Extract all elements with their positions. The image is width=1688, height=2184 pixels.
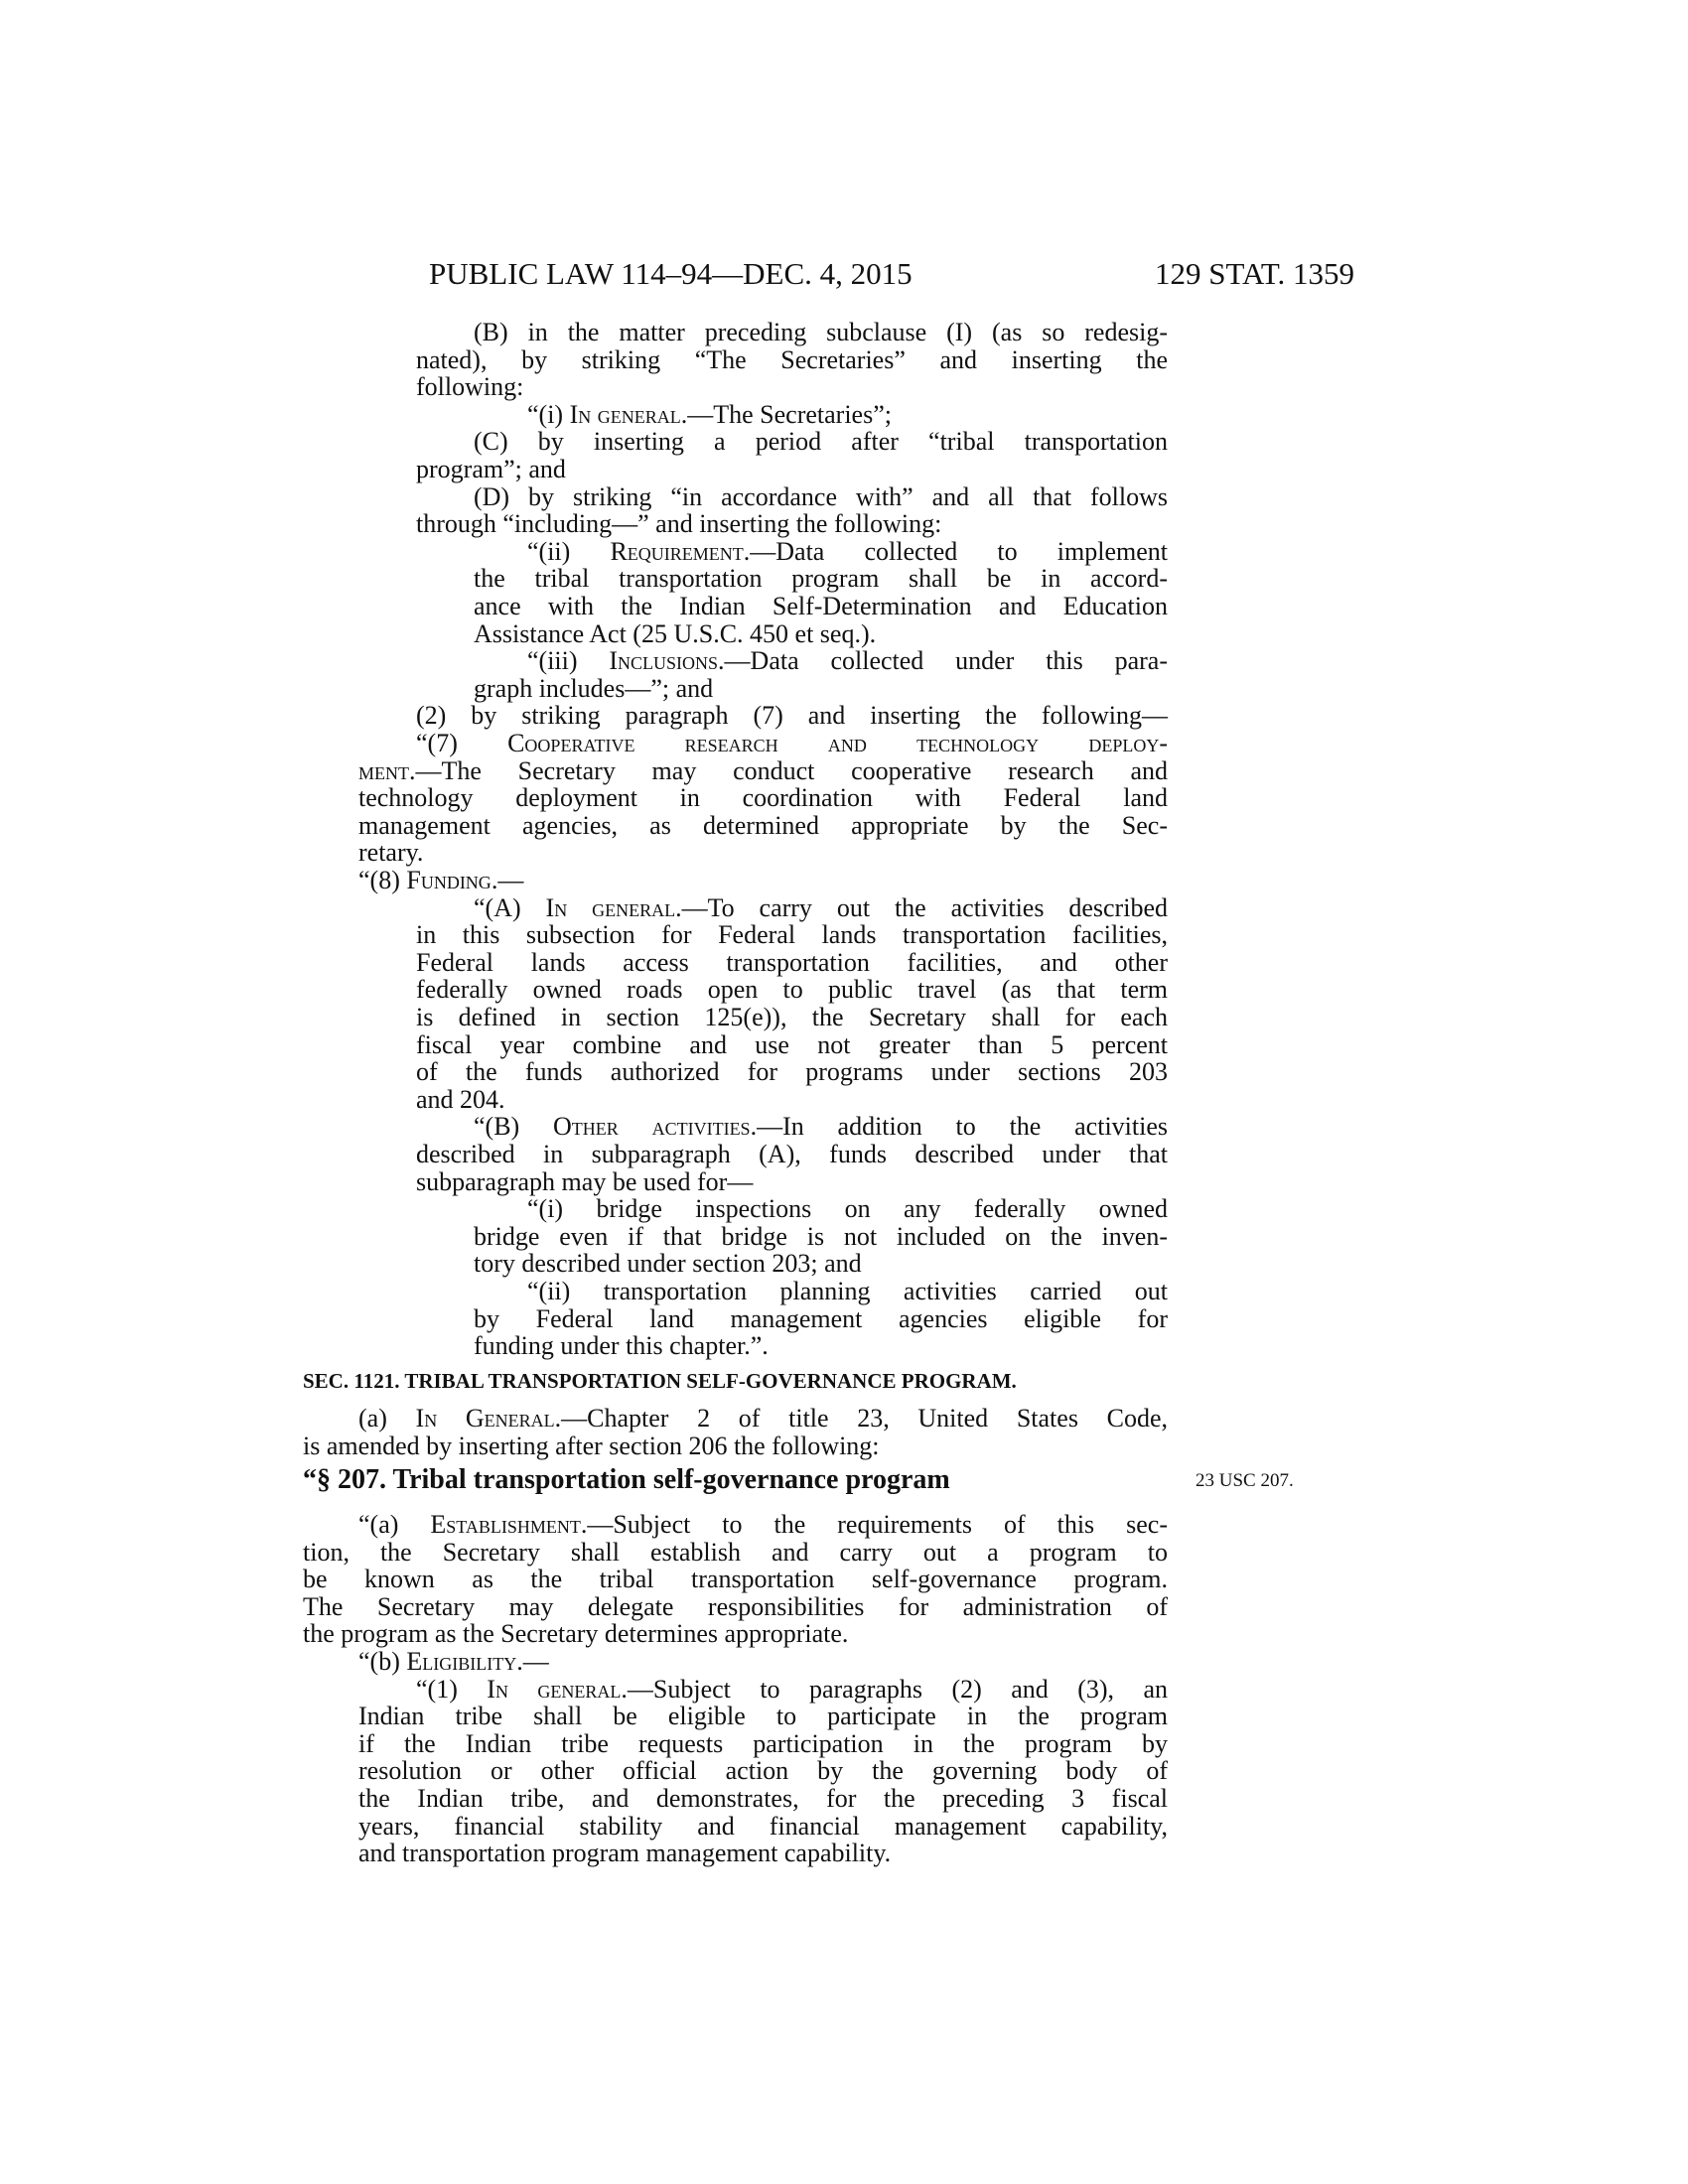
text-line: ment.—The Secretary may conduct cooperative research and — [358, 755, 1168, 785]
text-line: “(ii) transportation planning activities carried out — [527, 1277, 1168, 1305]
text-line: management agencies, as determined appropriate by the Sec- — [358, 810, 1168, 840]
text-line: Indian tribe shall be eligible to participate in the program — [358, 1702, 1168, 1731]
text-line: “(A) In general.—To carry out the activities described — [474, 892, 1168, 922]
section-207-title: “§ 207. Tribal transportation self-governance program — [303, 1464, 950, 1495]
text-line: and transportation program management capability. — [358, 1839, 892, 1868]
text-line: “(1) In general.—Subject to paragraphs (2) and (3), an — [416, 1674, 1168, 1704]
text-line: by Federal land management agencies eligible for — [474, 1303, 1168, 1333]
text-line: (C) by inserting a period after “tribal transportation — [474, 427, 1168, 457]
section-heading: SEC. 1121. TRIBAL TRANSPORTATION SELF-GOVERNANCE PROGRAM. — [303, 1369, 1017, 1393]
text-line: is defined in section 125(e)), the Secretary shall for each — [416, 1003, 1168, 1031]
text-line: ance with the Indian Self-Determination and Education — [474, 592, 1168, 620]
text-line: bridge even if that bridge is not included on the inven- — [474, 1221, 1168, 1251]
text-line: tion, the Secretary shall establish and carry out a program to — [303, 1537, 1168, 1567]
text-line: of the funds authorized for programs under sections 203 — [416, 1057, 1168, 1087]
text-line: nated), by striking “The Secretaries” and inserting the — [416, 344, 1168, 374]
text-line: “(7) Cooperative research and technology deploy- — [416, 729, 1169, 757]
text-line: funding under this chapter.”. — [474, 1331, 769, 1361]
text-line: The Secretary may delegate responsibilities for administration of — [303, 1591, 1168, 1621]
text-line: “(8) Funding.— — [358, 866, 524, 894]
text-line: tory described under section 203; and — [474, 1249, 862, 1279]
text-line: “(B) Other activities.—In addition to the activities — [474, 1112, 1168, 1142]
text-line: and 204. — [416, 1084, 505, 1114]
text-line: Federal lands access transportation facilities, and other — [416, 947, 1168, 977]
text-line: the program as the Secretary determines appropriate. — [303, 1619, 849, 1649]
page-header — [0, 256, 1688, 296]
text-line: “(i) In general.—The Secretaries”; — [527, 399, 892, 429]
text-line: program”; and — [416, 455, 566, 483]
running-head-title: PUBLIC LAW 114–94—DEC. 4, 2015 — [429, 256, 913, 291]
text-line: resolution or other official action by the governing body of — [358, 1756, 1168, 1786]
text-line: the tribal transportation program shall be in accord- — [474, 564, 1168, 594]
text-line: fiscal year combine and use not greater than 5 percent — [416, 1029, 1168, 1059]
text-line: be known as the tribal transportation self-governance program. — [303, 1565, 1168, 1594]
text-line: “(a) Establishment.—Subject to the requirements of this sec- — [358, 1510, 1169, 1539]
text-line: the Indian tribe, and demonstrates, for the preceding 3 fiscal — [358, 1784, 1168, 1813]
text-line: (B) in the matter preceding subclause (I) (as so redesig- — [474, 318, 1168, 346]
text-line: subparagraph may be used for— — [416, 1166, 754, 1196]
text-line: Assistance Act (25 U.S.C. 450 et seq.). — [474, 618, 877, 648]
text-line: is amended by inserting after section 206 the following: — [303, 1431, 880, 1460]
text-line: graph includes—”; and — [474, 673, 714, 703]
text-line: (a) In General.—Chapter 2 of title 23, United States Code, — [358, 1404, 1168, 1433]
text-line: “(i) bridge inspections on any federally owned — [527, 1194, 1168, 1224]
text-line: in this subsection for Federal lands transportation facilities, — [416, 920, 1168, 950]
text-line: years, financial stability and financial management capability, — [358, 1811, 1168, 1841]
text-line: federally owned roads open to public travel (as that term — [416, 975, 1168, 1005]
text-line: retary. — [358, 838, 424, 868]
text-line: described in subparagraph (A), funds described under that — [416, 1140, 1168, 1168]
text-line: (2) by striking paragraph (7) and inserting the following— — [416, 701, 1168, 731]
text-line: “(ii) Requirement.—Data collected to implement — [527, 536, 1168, 566]
text-line: “(iii) Inclusions.—Data collected under this para- — [527, 646, 1168, 676]
text-line: technology deployment in coordination with Federal land — [358, 783, 1168, 813]
text-line: (D) by striking “in accordance with” and all that follows — [474, 481, 1168, 511]
text-line: if the Indian tribe requests participation in the program by — [358, 1728, 1168, 1758]
page-number: 129 STAT. 1359 — [1155, 256, 1355, 291]
text-line: following: — [416, 372, 524, 402]
margin-citation: 23 USC 207. — [1196, 1470, 1294, 1491]
text-line: “(b) Eligibility.— — [358, 1647, 549, 1676]
text-line: through “including—” and inserting the following: — [416, 509, 942, 539]
